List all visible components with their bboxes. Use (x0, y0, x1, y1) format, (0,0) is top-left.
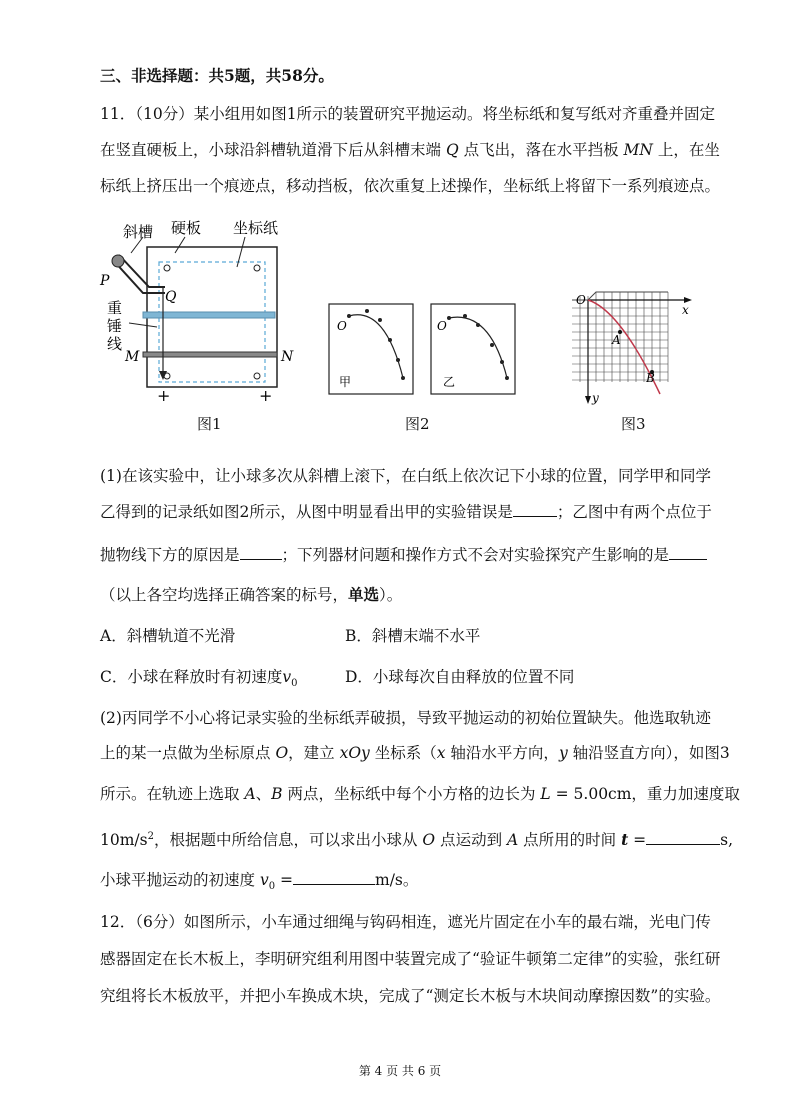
label-plumb-3: 线 (107, 335, 123, 353)
figure-1 (95, 215, 305, 405)
p2-line2: 上的某一点做为坐标原点 O，建立 xOy 坐标系（x 轴沿水平方向，y 轴沿竖直方向），如图3 (100, 744, 730, 762)
label-p: P (100, 273, 110, 289)
fig3-label-o: O (576, 293, 586, 307)
plus-left: + (157, 386, 171, 405)
fig3-label-x: x (682, 303, 689, 317)
option-d: D．小球每次自由释放的位置不同 (345, 668, 575, 686)
option-c: C．小球在释放时有初速度$v_0$ (100, 668, 298, 690)
fig3-label-b: B (646, 371, 655, 385)
figure-3 (560, 282, 705, 412)
label-paper: 坐标纸 (233, 219, 279, 237)
q12-line3: 究组将长木板放平，并把小车换成木块，完成了“测定长木板与木块间动摩擦因数”的实验。 (100, 987, 721, 1005)
label-plumb-2: 锤 (107, 317, 123, 335)
q11-line3: 标纸上挤压出一个痕迹点，移动挡板，依次重复上述操作，坐标纸上将留下一系列痕迹点。 (100, 177, 721, 195)
blank-4[interactable] (646, 830, 720, 845)
label-m: M (125, 349, 140, 365)
label-yi: 乙 (443, 375, 456, 389)
ball (112, 255, 124, 267)
p1-line1: (1)在该实验中，让小球多次从斜槽上滚下，在白纸上依次记下小球的位置，同学甲和同学 (100, 467, 711, 485)
label-plumb-1: 重 (107, 299, 123, 317)
q11-line1: 11．（10分）某小组用如图1所示的装置研究平抛运动。将坐标纸和复写纸对齐重叠并固定 (100, 105, 716, 123)
q12-line1: 12．（6分）如图所示，小车通过细绳与钩码相连，遮光片固定在小车的最右端，光电门传 (100, 913, 711, 931)
p2-line4: $10m/s^2$，根据题中所给信息，可以求出小球从 O 点运动到 A 点所用的时间 t = s, (100, 830, 734, 850)
fig3-label-y: y (592, 391, 599, 405)
label-n: N (281, 349, 294, 365)
label-jia: 甲 (339, 375, 352, 389)
blank-1[interactable] (513, 502, 557, 517)
label-q: Q (165, 289, 177, 305)
blank-5[interactable] (293, 870, 375, 885)
option-a: A．斜槽轨道不光滑 (100, 627, 236, 645)
q12-line2: 感器固定在长木板上，李明研究组利用图中装置完成了“验证牛顿第二定律”的实验，张红研 (100, 950, 721, 968)
section-title: 三、非选择题：共5题，共58分。 (100, 66, 334, 85)
page-footer: 第 4 页 共 6 页 (358, 1064, 442, 1078)
blank-3[interactable] (669, 545, 707, 560)
fig2-label-o-jia: O (337, 319, 347, 333)
figure-2 (325, 300, 525, 400)
option-b: B．斜槽末端不水平 (345, 627, 481, 645)
q11-line2: 在竖直硬板上，小球沿斜槽轨道滑下后从斜槽末端 Q 点飞出，落在水平挡板 MN 上，在坐 (100, 141, 720, 159)
fig3-label-a: A (612, 333, 621, 347)
p2-line3: 所示。在轨迹上选取 A、B 两点，坐标纸中每个小方格的边长为 L = 5.00cm，重力加速度取 (100, 785, 740, 803)
caption-fig1: 图1 (197, 415, 222, 433)
p1-line3: 抛物线下方的原因是 ；下列器材问题和操作方式不会对实验探究产生影响的是 (100, 545, 707, 565)
blank-2[interactable] (240, 545, 282, 560)
p1-line2: 乙得到的记录纸如图2所示，从图中明显看出甲的实验错误是 ；乙图中有两个点位于 (100, 503, 712, 521)
caption-fig2: 图2 (405, 415, 430, 433)
plus-right: + (259, 386, 273, 405)
label-board: 硬板 (171, 219, 202, 237)
label-chute: 斜槽 (123, 223, 154, 241)
p2-line1: (2)丙同学不小心将记录实验的坐标纸弄破损，导致平抛运动的初始位置缺失。他选取轨迹 (100, 709, 711, 727)
p2-line5: 小球平抛运动的初速度 $v_0 = m/s$。 (100, 871, 419, 893)
p1-line4: （以上各空均选择正确答案的标号，单选）。 (100, 585, 403, 604)
fig2-label-o-yi: O (437, 319, 447, 333)
caption-fig3: 图3 (621, 415, 646, 433)
